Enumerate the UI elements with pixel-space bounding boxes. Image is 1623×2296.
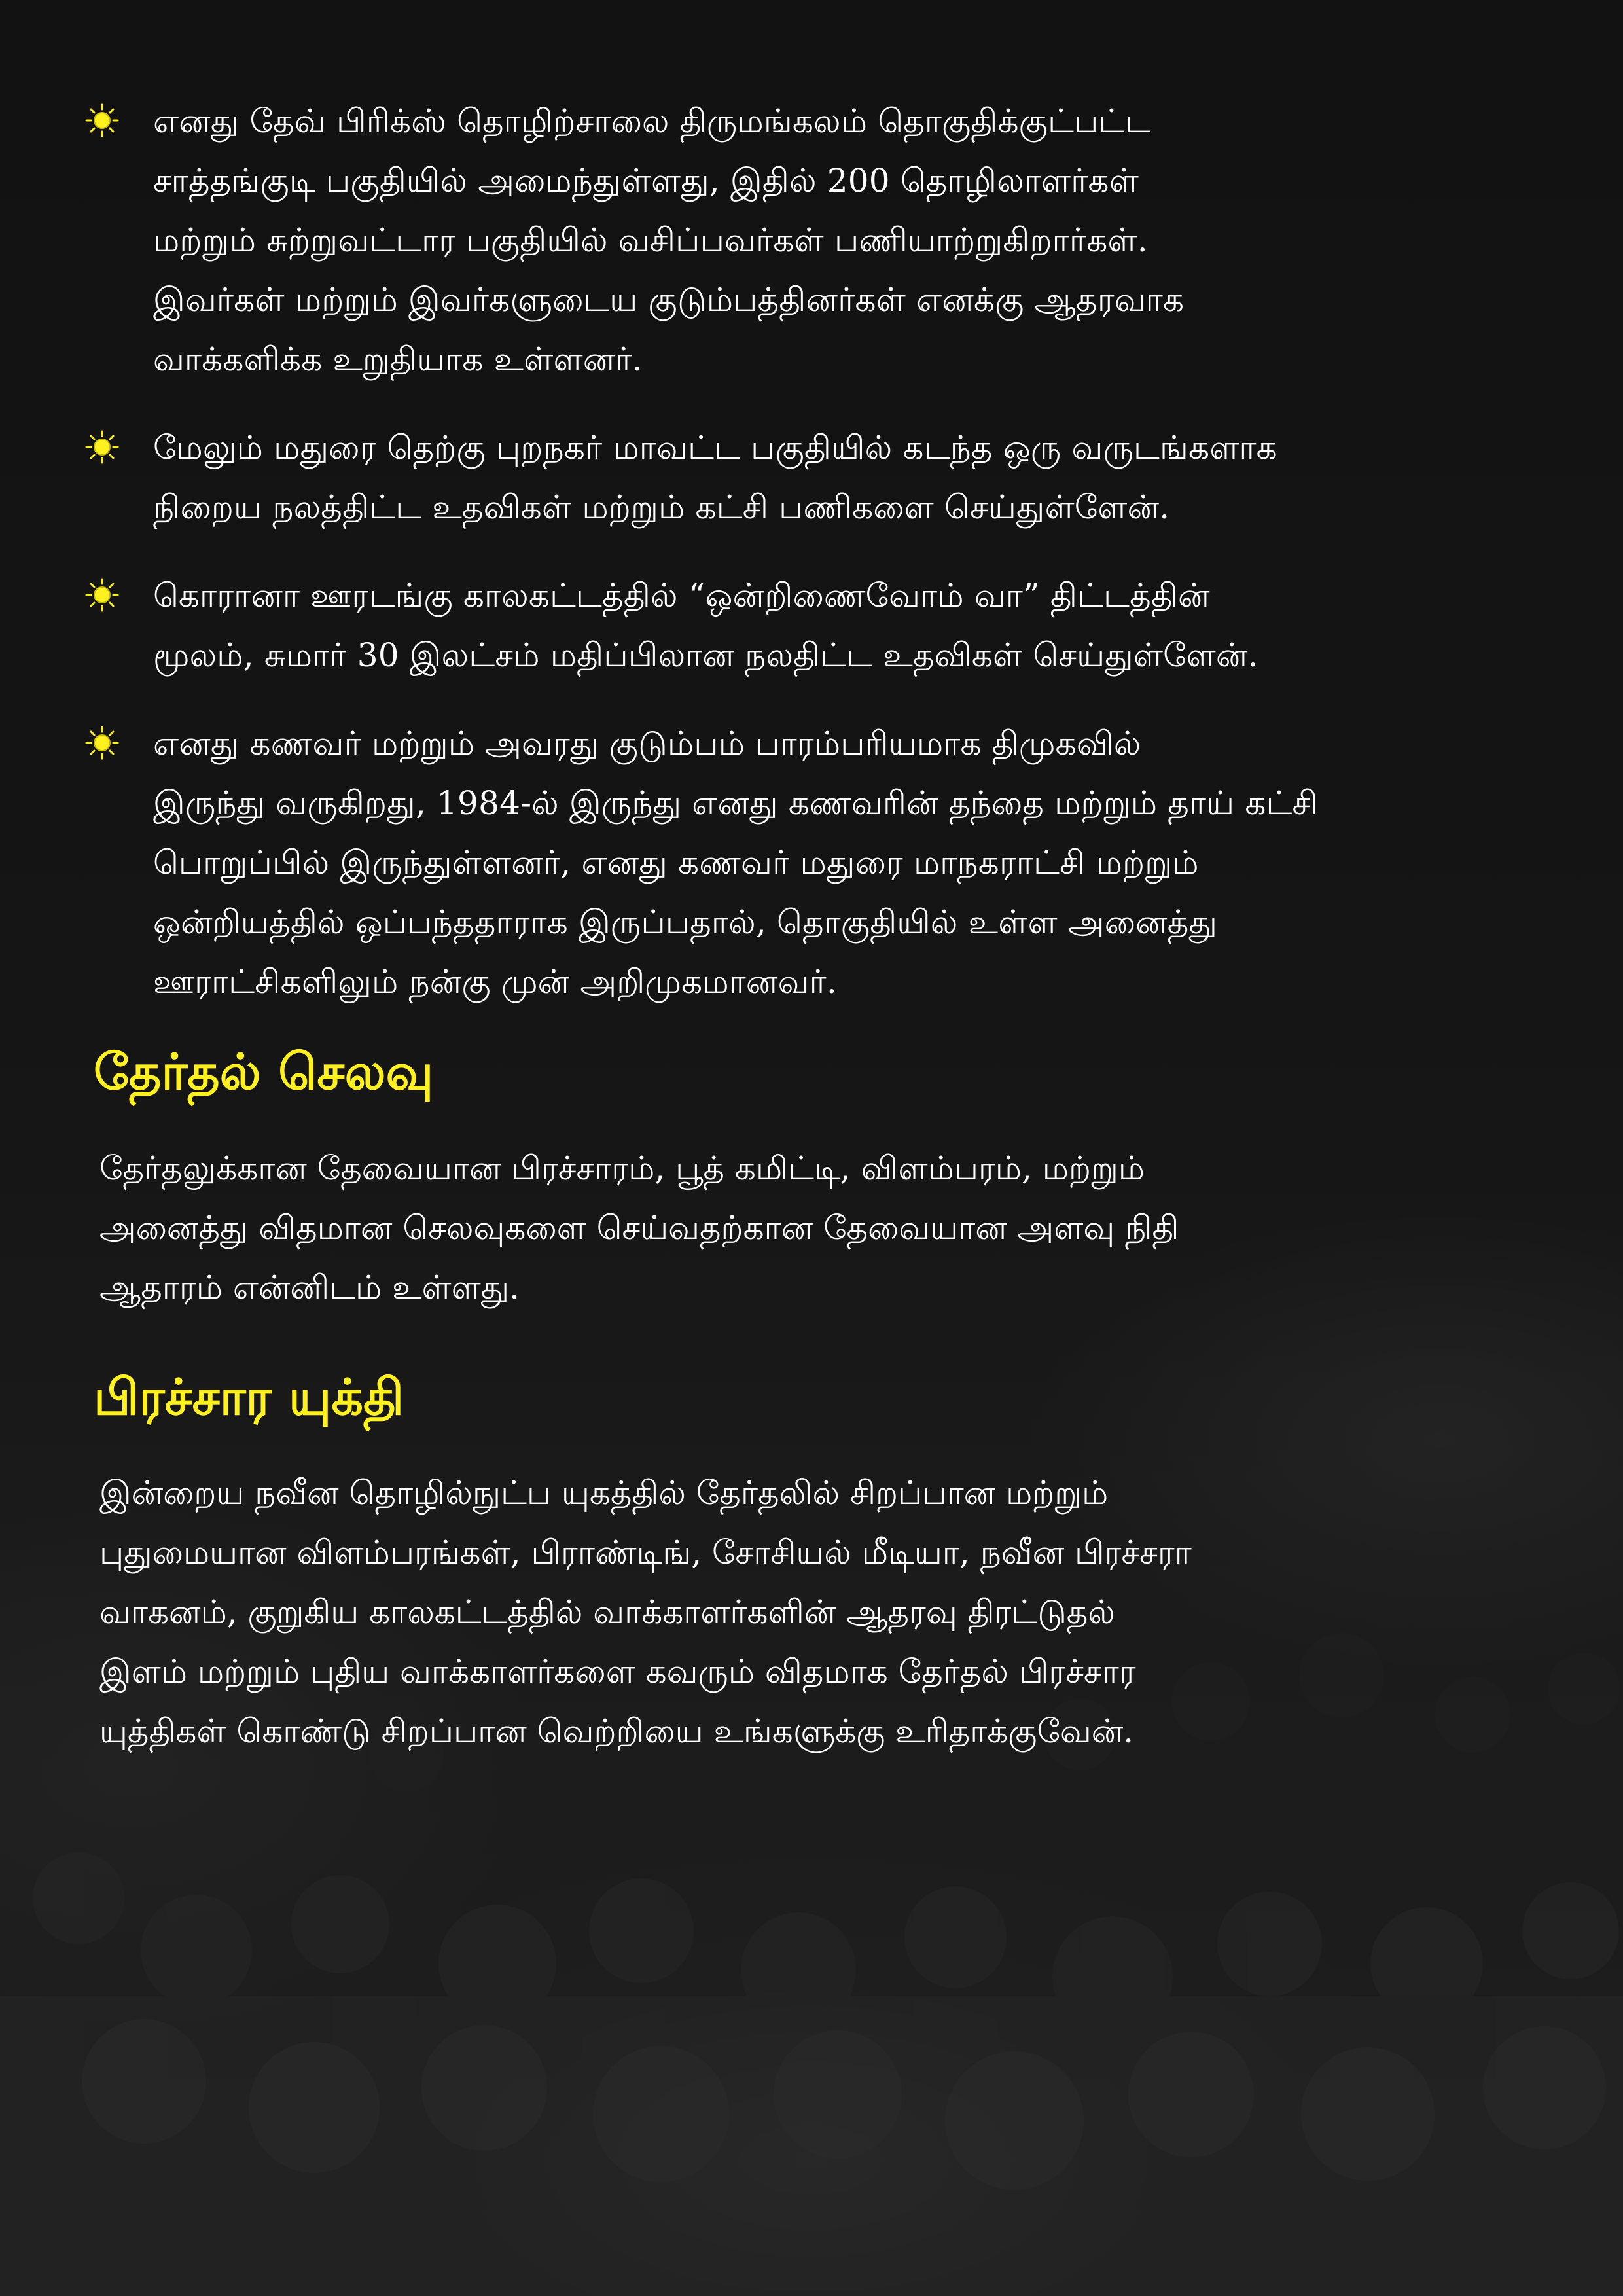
bullet-text: கொரானா ஊரடங்கு காலகட்டத்தில் “ஒன்றிணைவோம் வா” திட்டத்தின் மூலம், சுமார் 30 இலட்சம் மதிப்பிலான நலதிட்ட உதவிகள் செய்துள்ளேன். bbox=[153, 577, 1258, 674]
bullet-text: மேலும் மதுரை தெற்கு புறநகர் மாவட்ட பகுதியில் கடந்த ஒரு வருடங்களாக நிறைய நலத்திட்ட உதவிகள் மற்றும் கட்சி பணிகளை செய்துள்ளேன். bbox=[153, 429, 1277, 526]
sun-bullet-icon bbox=[85, 578, 119, 612]
sun-bullet-icon bbox=[85, 726, 119, 760]
bullet-text: எனது கணவர் மற்றும் அவரது குடும்பம் பாரம்பரியமாக திமுகவில் இருந்து வருகிறது, 1984-ல் இருந்து எனது கணவரின் தந்தை மற்றும் தாய் கட்சி பொறுப்பில் இருந்துள்ளனர், எனது கணவர் மதுரை மாநகராட்சி மற்றும் ஒன்றியத்தில் ஒப்பந்ததாராக இருப்பதால், தொகுதியில் உள்ள அனைத்து ஊராட்சிகளிலும் நன்கு முன் அறிமுகமானவர். bbox=[153, 725, 1318, 1001]
expense-heading: தேர்தல் செலவு bbox=[94, 1043, 434, 1101]
bullet-list bbox=[0, 92, 1623, 1041]
expense-body: தேர்தலுக்கான தேவையான பிரச்சாரம், பூத் கமிட்டி, விளம்பரம், மற்றும் அனைத்து விதமான செலவுகளை செய்வதற்கான தேவையான அளவு நிதி ஆதாரம் என்னிடம் உள்ளது. bbox=[99, 1149, 1179, 1306]
bullet-item bbox=[0, 92, 1623, 389]
bullet-item bbox=[0, 566, 1623, 685]
sun-bullet-icon bbox=[85, 430, 119, 464]
bullet-item bbox=[0, 714, 1623, 1012]
sun-bullet-icon bbox=[85, 103, 119, 137]
bullet-item bbox=[0, 418, 1623, 537]
strategy-heading: பிரச்சார யுக்தி bbox=[94, 1368, 404, 1426]
bullet-text: எனது தேவ் பிரிக்ஸ் தொழிற்சாலை திருமங்கலம் தொகுதிக்குட்பட்ட சாத்தங்குடி பகுதியில் அமைந்துள்ளது, இதில் 200 தொழிலாளர்கள் மற்றும் சுற்றுவட்டார பகுதியில் வசிப்பவர்கள் பணியாற்றுகிறார்கள். இவர்கள் மற்றும் இவர்களுடைய குடும்பத்தினர்கள் எனக்கு ஆதரவாக வாக்களிக்க உறுதியாக உள்ளனர். bbox=[153, 102, 1185, 378]
strategy-body: இன்றைய நவீன தொழில்நுட்ப யுகத்தில் தேர்தலில் சிறப்பான மற்றும் புதுமையான விளம்பரங்கள், பிராண்டிங், சோசியல் மீடியா, நவீன பிரச்சரா வாகனம், குறுகிய காலகட்டத்தில் வாக்காளர்களின் ஆதரவு திரட்டுதல் இளம் மற்றும் புதிய வாக்காளர்களை கவரும் விதமாக தேர்தல் பிரச்சார யுத்திகள் கொண்டு சிறப்பான வெற்றியை உங்களுக்கு உரிதாக்குவேன். bbox=[99, 1474, 1192, 1750]
